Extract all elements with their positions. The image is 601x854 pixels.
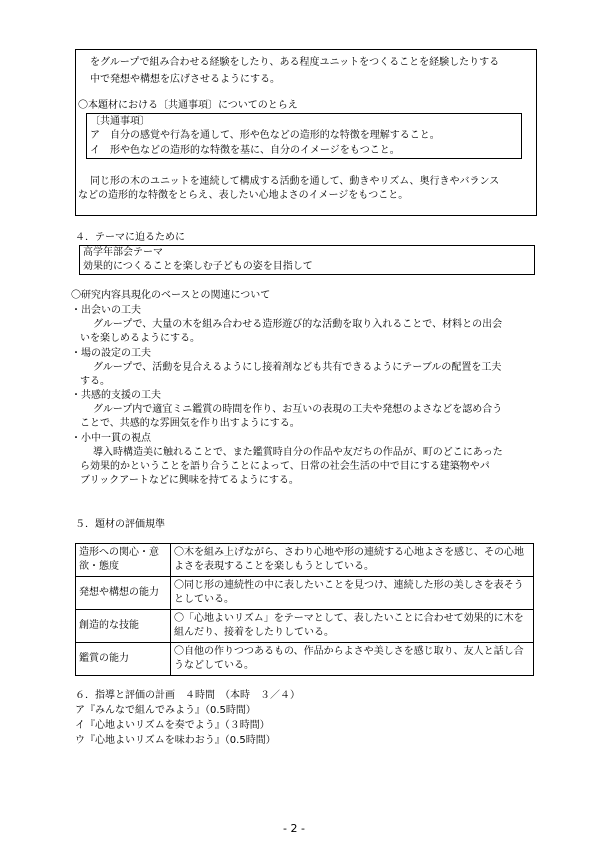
item-line: ら効果的かということを語り合うことによって、日常の社会生活の中で目にする建築物やパ bbox=[80, 461, 490, 472]
item-line: する。 bbox=[80, 376, 110, 387]
item-line: グループ内で適宜ミニ鑑賞の時間を作り、お互いの表現の工夫や発想のよさなどを認め合う bbox=[93, 404, 503, 415]
plan-item: イ『心地よいリズムを奏でよう』（３時間） bbox=[75, 720, 270, 731]
table-row bbox=[76, 577, 534, 610]
common-item-a: ア 自分の感覚や行為を通して、形や色などの造形的な特徴を理解すること。 bbox=[90, 130, 440, 141]
intro-line-2: 中で発想や構想を広げさせるようにする。 bbox=[90, 74, 280, 85]
section-4-heading: ４．テーマに迫るために bbox=[75, 232, 185, 243]
table-row bbox=[76, 610, 534, 643]
item-line: グループで、活動を見合えるようにし接着剤なども共有できるようにテーブルの配置を工夫 bbox=[93, 362, 502, 373]
intro-paragraph-2: などの造形的な特徴をとらえ、表したい心地よさのイメージをもつこと。 bbox=[78, 190, 409, 201]
item-line: いを楽しめるようにする。 bbox=[80, 333, 200, 344]
theme-line-2: 効果的につくることを楽しむ子どもの姿を目指して bbox=[83, 261, 313, 272]
evaluation-table bbox=[75, 543, 534, 676]
relation-heading: 〇研究内容具現化のベースとの関連について bbox=[71, 290, 271, 301]
common-items-heading: 〇本題材における〔共通事項〕についてのとらえ bbox=[78, 100, 298, 111]
criterion-text: 〇自他の作りつつあるもの、作品からよさや美しさを感じ取り、友人と話し合うなどしている。 bbox=[171, 643, 534, 676]
common-item-i: イ 形や色などの造形的な特徴を基に、自分のイメージをもつこと。 bbox=[90, 145, 400, 156]
criterion-label: 鑑賞の能力 bbox=[76, 643, 171, 676]
plan-item: ウ『心地よいリズムを味わおう』（0.5時間） bbox=[75, 735, 276, 746]
criterion-label: 創造的な技能 bbox=[76, 610, 171, 643]
item-line: 導入時構造美に触れることで、また鑑賞時自分の作品や友だちの作品が、町のどこにあった bbox=[93, 447, 503, 458]
item-line: グループで、大量の木を組み合わせる造形遊び的な活動を取り入れることで、材料との出会 bbox=[93, 319, 503, 330]
intro-line-1: をグループで組み合わせる経験をしたり、ある程度ユニットをつくることを経験したりする bbox=[90, 57, 500, 68]
item-line: ことで、共感的な雰囲気を作り出すようにする。 bbox=[80, 418, 300, 429]
table-row bbox=[76, 643, 534, 676]
plan-item: ア『みんなで組んでみよう』（0.5時間） bbox=[75, 705, 256, 716]
criterion-text: 〇同じ形の連続性の中に表したいことを見つけ、連続した形の美しさを表そうとしている。 bbox=[171, 577, 534, 610]
section-5-heading: ５．題材の評価規準 bbox=[75, 519, 165, 530]
theme-line-1: 高学年部会テーマ bbox=[83, 247, 163, 258]
intro-paragraph-1: 同じ形の木のユニットを連続して構成する活動を通して、動きやリズム、奥行きやバランス bbox=[90, 176, 500, 187]
criterion-text: 〇「心地よいリズム」をテーマとして、表したいことに合わせて効果的に木を組んだり、接着をしたりしている。 bbox=[171, 610, 534, 643]
section-6-heading: ６．指導と評価の計画 ４時間 （本時 ３／４） bbox=[75, 690, 300, 701]
item-title: ・小中一貫の視点 bbox=[71, 433, 151, 444]
item-title: ・出会いの工夫 bbox=[71, 305, 141, 316]
criterion-label: 発想や構想の能力 bbox=[76, 577, 171, 610]
criterion-label: 造形への関心・意欲・態度 bbox=[76, 544, 171, 577]
item-line: ブリックアートなどに興味を持てるようにする。 bbox=[80, 475, 299, 486]
table-row bbox=[76, 544, 534, 577]
common-items-title: 〔共通事項〕 bbox=[90, 116, 150, 127]
page-number: - 2 - bbox=[283, 822, 305, 835]
item-title: ・場の設定の工夫 bbox=[71, 348, 151, 359]
item-title: ・共感的支援の工夫 bbox=[71, 390, 161, 401]
criterion-text: 〇木を組み上げながら、さわり心地や形の連続する心地よさを感じ、その心地よさを表現することを楽しもうとしている。 bbox=[171, 544, 534, 577]
